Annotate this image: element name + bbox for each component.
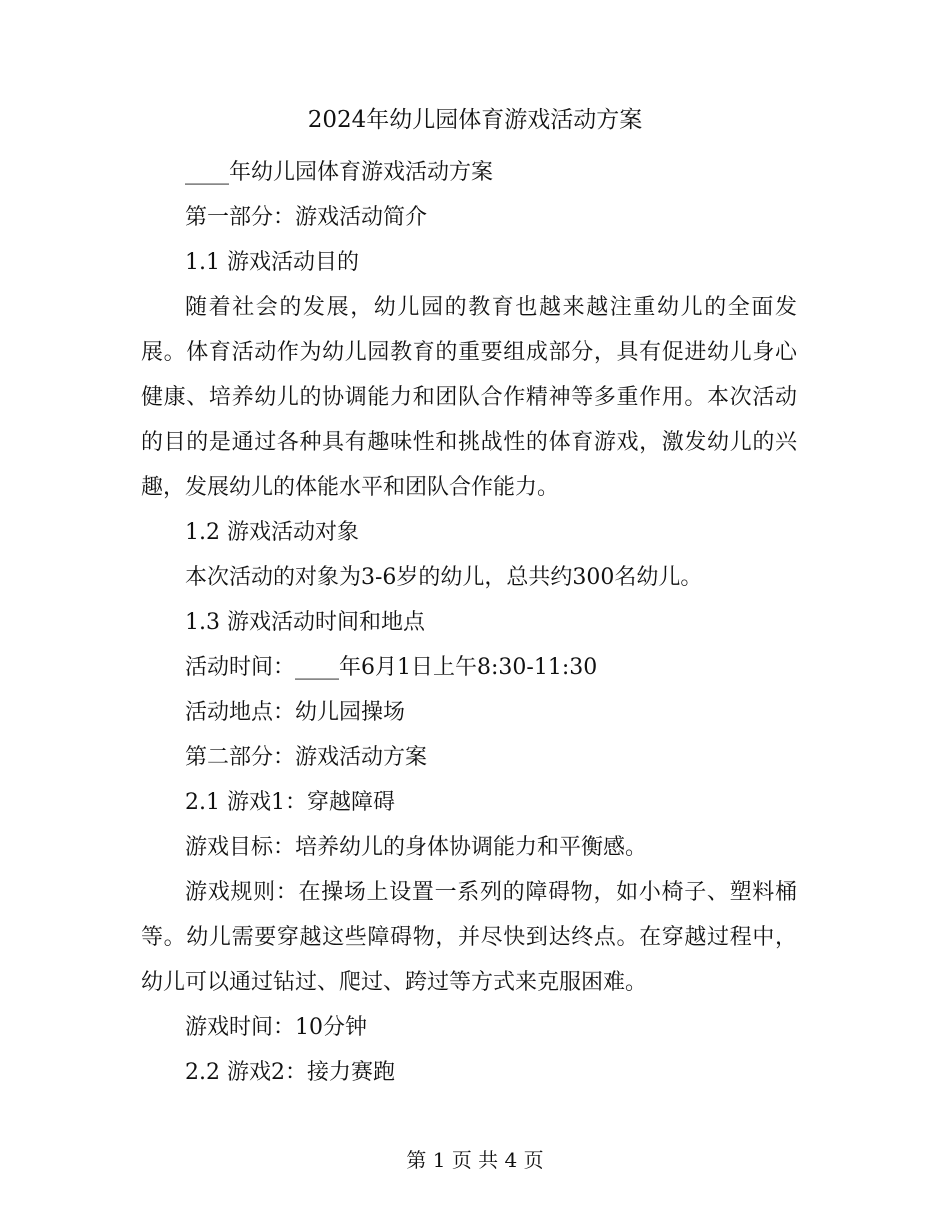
section-heading-part-two: 第二部分：游戏活动方案 xyxy=(185,745,428,770)
paragraph-subtitle: ____年幼儿园体育游戏活动方案 xyxy=(185,160,494,185)
paragraph-participants: 本次活动的对象为3-6岁的幼儿，总共约300名幼儿。 xyxy=(185,565,703,590)
paragraph-purpose: 随着社会的发展，幼儿园的教育也越来越注重幼儿的全面发展。体育活动作为幼儿园教育的重要组成部分，具有促进幼儿身心健康、培养幼儿的协调能力和团队合作精神等多重作用。本次活动的目的是通过各种具有趣味性和挑战性的体育游戏，激发幼儿的兴趣，发展幼儿的体能水平和团队合作能力。 xyxy=(141,295,797,500)
subsection-heading-2-1: 2.1 游戏1：穿越障碍 xyxy=(185,790,395,815)
paragraph-game-rules: 游戏规则：在操场上设置一系列的障碍物，如小椅子、塑料桶等。幼儿需要穿越这些障碍物，并尽快到达终点。在穿越过程中，幼儿可以通过钻过、爬过、跨过等方式来克服困难。 xyxy=(141,880,797,995)
document-title: 2024年幼儿园体育游戏活动方案 xyxy=(307,107,643,133)
section-heading-part-one: 第一部分：游戏活动简介 xyxy=(185,205,428,230)
paragraph-game-goal: 游戏目标：培养幼儿的身体协调能力和平衡感。 xyxy=(185,835,648,860)
subsection-heading-1-3: 1.3 游戏活动时间和地点 xyxy=(185,610,425,635)
paragraph-game-duration: 游戏时间：10分钟 xyxy=(185,1015,367,1040)
page-number-footer: 第 1 页 共 4 页 xyxy=(406,1148,544,1172)
document-body xyxy=(141,150,797,1095)
subsection-heading-2-2: 2.2 游戏2：接力赛跑 xyxy=(185,1060,395,1085)
subsection-heading-1-1: 1.1 游戏活动目的 xyxy=(185,250,359,275)
subsection-heading-1-2: 1.2 游戏活动对象 xyxy=(185,520,359,545)
paragraph-activity-time: 活动时间：____年6月1日上午8:30-11:30 xyxy=(185,655,598,680)
paragraph-activity-location: 活动地点：幼儿园操场 xyxy=(185,700,406,725)
